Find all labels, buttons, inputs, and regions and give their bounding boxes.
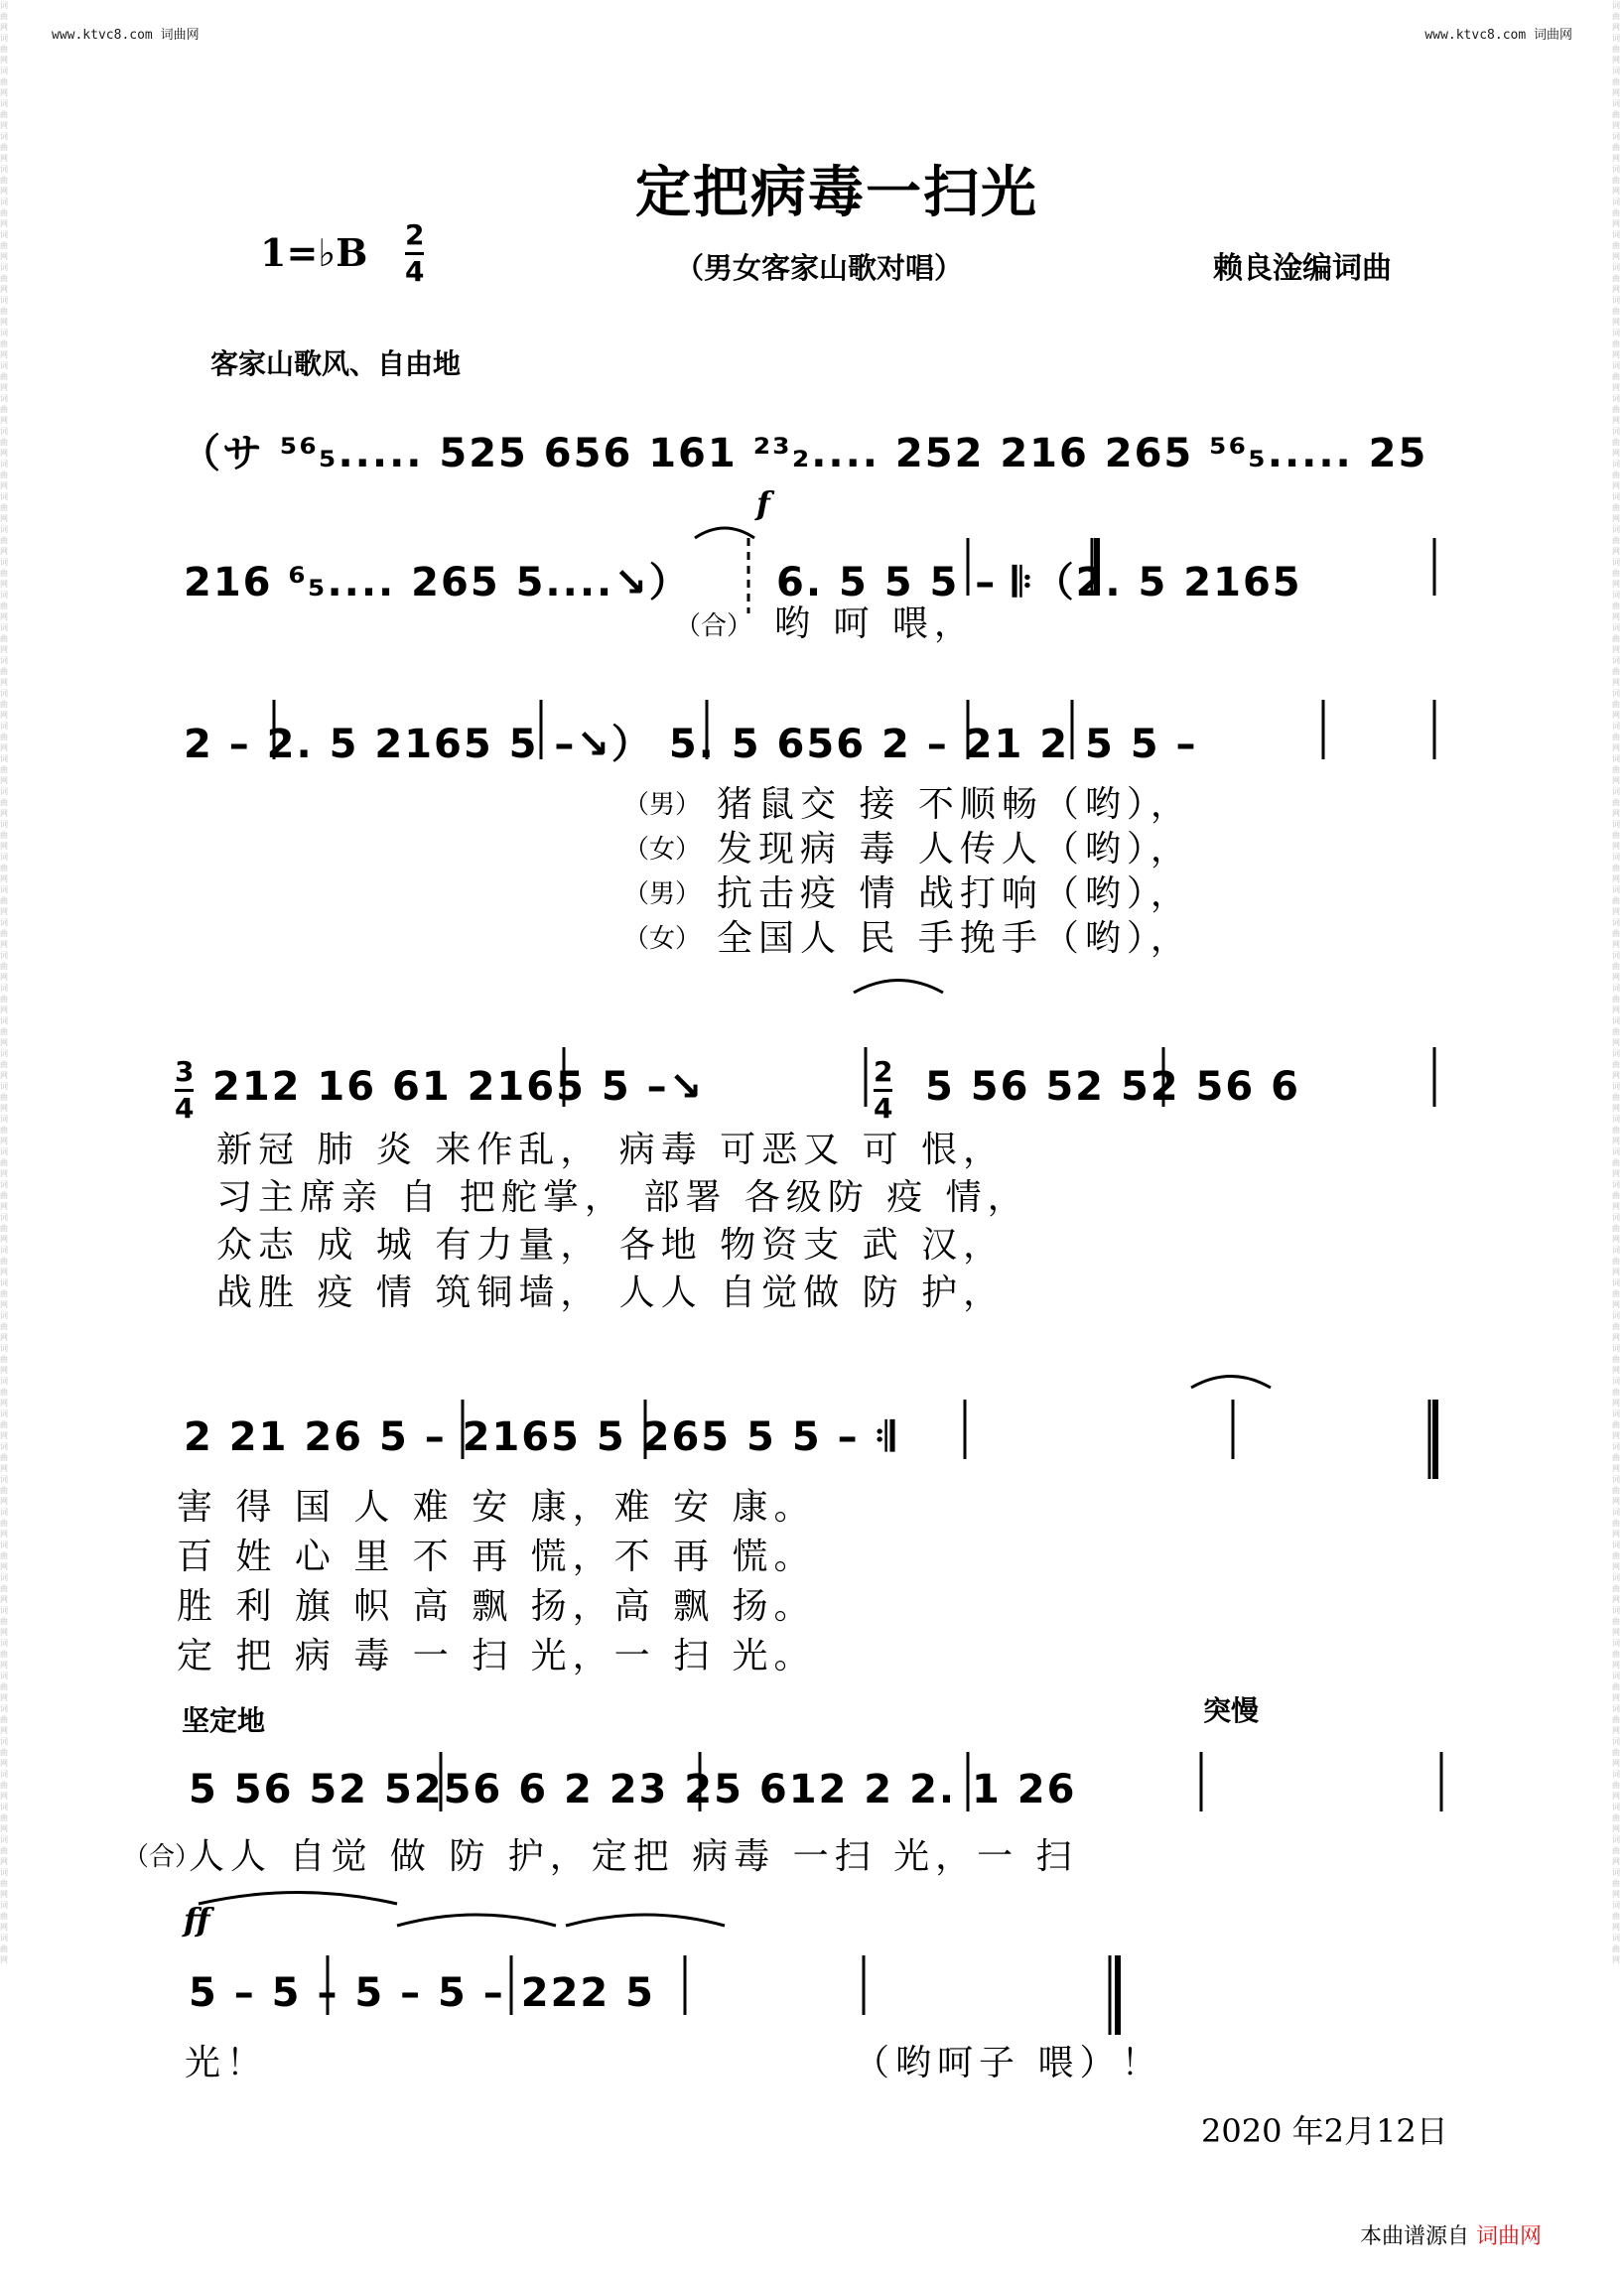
song-subtitle: （男女客家山歌对唱） (675, 251, 964, 285)
score-line-3: 2 – 2. 5 2165 5 –↘） 5. 5 656 2 – 21 2 5 5 – (184, 722, 1198, 767)
source-label: 本曲谱源自 (1360, 2224, 1470, 2249)
chorus-role-2: （合） (123, 1842, 202, 1872)
verse-lyric-2: 发现病 毒 人传人（哟）， (717, 829, 1192, 870)
verse-role-3: （男） (623, 879, 702, 909)
last-word-lyric: 光！ (185, 2043, 269, 2083)
score-line-6: 5 56 52 5256 6 2 23 25 612 2 2. 1 26 (189, 1767, 1077, 1812)
end-lyric-4: 定 把 病 毒 一 扫 光，一 扫 光。 (177, 1636, 816, 1676)
source-site-link[interactable]: 词曲网 (1476, 2224, 1543, 2249)
song-title: 定把病毒一扫光 (635, 161, 1038, 225)
slur (1191, 1377, 1271, 1389)
slur (199, 1893, 397, 1905)
score-line-2a: 216 ⁶₅.... 265 5....↘） (184, 560, 691, 605)
site-url-right[interactable]: www.ktvc8.com 词曲网 (1424, 28, 1572, 43)
end-lyric-2: 百 姓 心 里 不 再 慌，不 再 慌。 (177, 1537, 816, 1577)
dynamic-f: f (756, 484, 770, 522)
mid-lyric-3: 众志 成 城 有力量， 各地 物资支 武 汉， (216, 1225, 1006, 1266)
score-line-4b: 5 56 52 52 56 6 (925, 1064, 1300, 1110)
time-sig-numerator: 2 (405, 218, 425, 251)
verse-lyric-3: 抗击疫 情 战打响（哟）， (717, 873, 1192, 914)
slur (854, 981, 943, 994)
final-lyric-line: 人人 自觉 做 防 护，定把 病毒 一扫 光，一 扫 (189, 1836, 1078, 1877)
verse-lyric-4: 全国人 民 手挽手（哟）， (717, 918, 1192, 959)
slur (397, 1915, 556, 1926)
score-line-5: 2 21 26 5 – 2165 5 265 5 5 – 𝄇 (184, 1414, 896, 1460)
composition-date: 2020 年2月12日 (1201, 2112, 1448, 2150)
verse-role-1: （男） (623, 790, 702, 820)
slur (695, 528, 754, 538)
mid-lyric-2: 习主席亲 自 把舵掌， 部署 各级防 疫 情， (216, 1177, 1029, 1218)
verse-role-4: （女） (623, 924, 702, 954)
slur (566, 1915, 725, 1926)
score-line-1: （サ ⁵⁶₅..... 525 656 161 ²³₂.... 252 216 265 ⁵⁶₅..... 25 (181, 431, 1428, 476)
tempo-marking-sudden-slow: 突慢 (1203, 1694, 1260, 1727)
time-sig-denominator: 4 (405, 255, 425, 288)
end-lyric-1: 害 得 国 人 难 安 康，难 安 康。 (177, 1487, 816, 1528)
tag-lyric: （哟呵子 喂）！ (854, 2043, 1163, 2083)
key-signature: 1=♭B (260, 230, 368, 275)
score-line-4a: 212 16 61 2165 5 –↘ (212, 1064, 705, 1110)
end-lyric-3: 胜 利 旗 帜 高 飘 扬，高 飘 扬。 (177, 1586, 816, 1627)
dynamic-ff: ff (184, 1901, 210, 1939)
side-watermark-right: 词曲网词曲网词曲网词曲网词曲网词曲网词曲网词曲网词曲网词曲网词曲网词曲网词曲网词曲网词曲网词曲网词曲网词曲网词曲网词曲网词曲网词曲网词曲网词曲网词曲网词曲网词曲网词曲网词曲网词曲网词曲网词曲网词曲网词曲网词曲网词曲网词曲网词曲网词曲网词曲网词曲网词曲网词曲网词曲网词曲网词曲网词曲网词曲网词曲网词曲网词曲网词曲网词曲网词曲网词曲网词曲网词曲网词曲网词曲网词曲网 (1612, 1, 1620, 1964)
mid-lyric-1: 新冠 肺 炎 来作乱， 病毒 可恶又 可 恨， (216, 1130, 1006, 1170)
score-line-2b: 6. 5 5 5 – 𝄆（2. 5 2165 (776, 560, 1302, 605)
song-author: 赖良淦编词曲 (1213, 251, 1392, 286)
site-url-left[interactable]: www.ktvc8.com 词曲网 (52, 28, 200, 43)
verse-role-2: （女） (623, 835, 702, 865)
time-signature-2-4: 2 4 (874, 1055, 893, 1125)
tempo-marking-intro: 客家山歌风、自由地 (210, 347, 462, 380)
watermark-text: 词曲网 (0, 1, 8, 32)
verse-lyric-1: 猪鼠交 接 不顺畅（哟）， (717, 784, 1192, 825)
intro-call-lyric: 哟 呵 喂， (774, 603, 976, 644)
side-watermark-left: 词曲网 词曲网词曲网词曲网词曲网词曲网词曲网词曲网词曲网词曲网词曲网词曲网词曲网词曲网词曲网词曲网词曲网词曲网词曲网词曲网词曲网词曲网词曲网词曲网词曲网词曲网词曲网词曲网词曲网词曲网词曲网词曲网词曲网词曲网词曲网词曲网词曲网词曲网词曲网词曲网词曲网词曲网词曲网词曲网词曲网词曲网词曲网词曲网词曲网词曲网词曲网词曲网词曲网词曲网词曲网词曲网词曲网词曲网词曲网词曲网 (0, 1, 8, 1964)
time-signature-3-4: 3 4 (175, 1055, 195, 1125)
mid-lyric-4: 战胜 疫 情 筑铜墙， 人人 自觉做 防 护， (216, 1273, 1006, 1313)
chorus-role-1: （合） (675, 611, 753, 641)
tempo-marking-firm: 坚定地 (182, 1704, 266, 1737)
score-line-7: 5 – 5 – 5 – 5 – 222 5 (189, 1970, 655, 2016)
